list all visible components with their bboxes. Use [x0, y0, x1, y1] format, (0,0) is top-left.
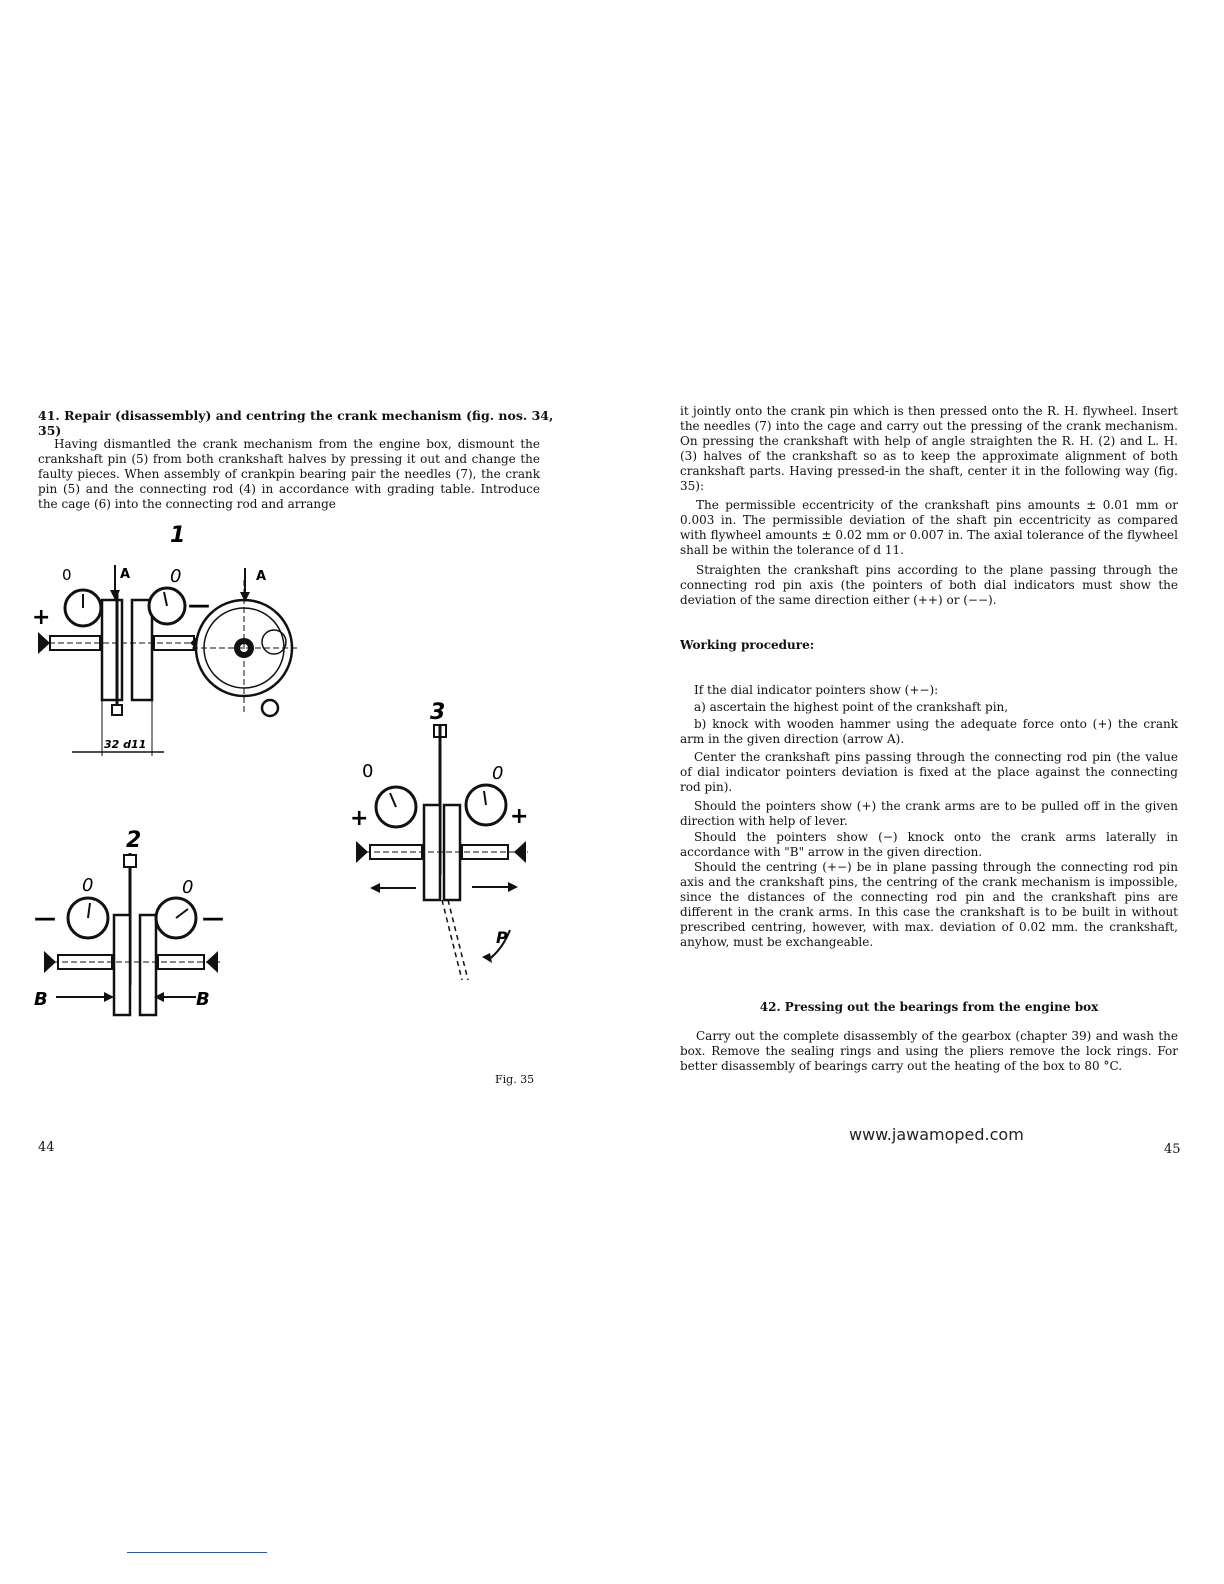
procedure-line-5: Should the pointers show (+) the crank arms are to be pulled off in the given direction with help of lever.: [680, 799, 1178, 828]
intro-paragraph: Having dismantled the crank mechanism from the engine box, dismount the crankshaft pin (5) from both crankshaft halves by pressing it out and change the faulty pieces. When assembly of crankpin bearing pair the needles (7), the crank pin (5) and the connecting rod (4) in accordance with grading table. Introduce the cage (6) into the connecting rod and arrange: [38, 437, 540, 511]
fig2-number: 2: [126, 828, 142, 853]
eccentricity-paragraph: The permissible eccentricity of the crankshaft pins amounts ± 0.01 mm or 0.003 in. The permissible deviation of the shaft pin eccentricity as compared with flywheel amounts ± 0.02 mm or 0.007 in. The axial tolerance of the flywheel shall be within the tolerance of d 11.: [680, 498, 1178, 557]
figure-3: [340, 695, 550, 990]
fig3-plus-right: +: [510, 804, 529, 829]
fig3-plus-left: +: [350, 806, 369, 831]
fig2-b-right: B: [196, 989, 210, 1010]
procedure-line-2: a) ascertain the highest point of the crankshaft pin,: [694, 700, 1009, 714]
fig1-arrow-a-right: A: [256, 569, 267, 584]
fig2-minus-right: —: [202, 906, 224, 931]
right-page-number: 45: [1164, 1142, 1181, 1157]
section-42-paragraph: Carry out the complete disassembly of the gearbox (chapter 39) and wash the box. Remove the sealing rings and using the pliers remove the lock rings. For better disassembly of bearings carry out the heating of the box to 80 °C.: [680, 1029, 1178, 1073]
procedure-line-6: Should the pointers show (−) knock onto the crank arms laterally in accordance with "B" arrow in the given direction.: [680, 830, 1178, 859]
fig3-number: 3: [430, 700, 446, 725]
procedure-line-4: Center the crankshaft pins passing through the connecting rod pin (the value of dial indicator pointers deviation is fixed at the place against the connecting rod pin).: [680, 750, 1178, 794]
section-41-title: 41. Repair (disassembly) and centring the crank mechanism (fig. nos. 34, 35): [38, 408, 554, 438]
procedure-line-3: b) knock with wooden hammer using the adequate force onto (+) the crank arm in the given direction (arrow A).: [680, 717, 1178, 746]
fig3-p-label: P: [496, 928, 508, 947]
figure-1: [30, 520, 320, 765]
fig3-zero-right: 0: [492, 763, 504, 784]
fig3-zero-left: 0: [362, 761, 374, 782]
figure-2-drawing: [30, 825, 240, 1025]
fig2-minus-left: —: [34, 906, 56, 931]
figure-3-drawing: [340, 695, 550, 990]
procedure-line-1: If the dial indicator pointers show (+−):: [694, 683, 939, 697]
continued-paragraph: it jointly onto the crank pin which is then pressed onto the R. H. flywheel. Insert the needles (7) into the cage and carry out the pressing of the crank mechanism. On pressing the crankshaft with help of angle straighten the R. H. (2) and L. H. (3) halves of the crankshaft so as to keep the approximate alignment of both crankshaft parts. Having pressed-in the shaft, center it in the following way (fig. 35):: [680, 404, 1178, 493]
fig2-zero-right: 0: [182, 877, 194, 898]
figure-caption: Fig. 35: [495, 1073, 535, 1086]
procedure-line-7: Should the centring (+−) be in plane passing through the connecting rod pin axis and the crankshaft pins, the centring of the crank mechanism is impossible, since the distances of the connecting rod pin and the crankshaft pins are different in the crank arms. In this case the crankshaft is to be built in without prescribed centring, however, with max. deviation of 0.02 mm. the crankshaft, anyhow, must be exchangeable.: [680, 860, 1178, 949]
figure-1-drawing: [30, 520, 320, 765]
fig1-minus: —: [188, 593, 210, 618]
fig2-zero-left: 0: [82, 875, 94, 896]
fig1-dimension: 32 d11: [104, 738, 147, 751]
bottom-rule: [127, 1552, 267, 1553]
working-procedure-title: Working procedure:: [680, 638, 815, 652]
fig1-plus: +: [32, 605, 51, 630]
figure-2: [30, 825, 240, 1025]
straighten-paragraph: Straighten the crankshaft pins according to the plane passing through the connecting rod pin axis (the pointers of both dial indicators must show the deviation of the same direction either (++) or (−−).: [680, 563, 1178, 607]
fig1-zero-right: 0: [170, 566, 182, 587]
fig1-arrow-a-left: A: [120, 567, 131, 582]
section-42-title: 42. Pressing out the bearings from the engine box: [759, 1000, 1099, 1014]
left-page-number: 44: [38, 1140, 55, 1155]
website-url: www.jawamoped.com: [849, 1125, 1024, 1144]
fig1-number: 1: [170, 523, 186, 548]
fig1-zero-left: 0: [62, 566, 72, 584]
fig2-b-left: B: [34, 989, 48, 1010]
